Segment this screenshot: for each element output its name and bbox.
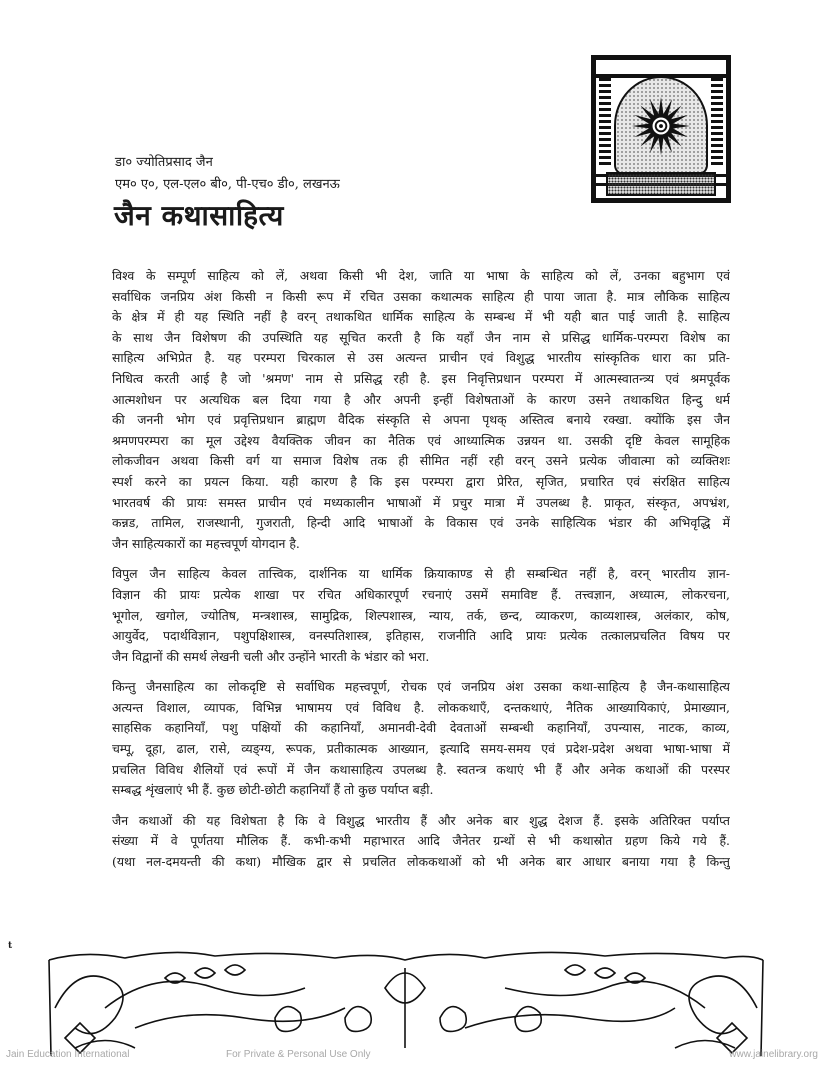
- paragraph-3: [112, 677, 730, 801]
- text-line: आयुर्वेद, पदार्थविज्ञान, पशुपक्षिशास्त्र, वनस्पतिशास्त्र, इतिहास, राजनीति आदि प्रायः प्रत्येक तत्कालप्रचलित विषय पर: [112, 628, 730, 644]
- dharma-chakra-emblem: [591, 55, 731, 203]
- text-line: अत्यन्त विशाल, व्यापक, विभिन्न भाषामय एवं विविध है. लोककथाएँ, दन्तकथाएं, नैतिक आख्यायिकाएं, प्रेमाख्यान,: [112, 699, 730, 715]
- text-line: सम्बद्ध शृंखलाएं भी हैं. कुछ छोटी-छोटी कहानियाँ हैं तो कुछ पर्याप्त बड़ी.: [112, 782, 434, 798]
- paragraph-2: [112, 564, 730, 667]
- floral-peacock-border-icon: [45, 948, 767, 1060]
- text-line: विश्व के सम्पूर्ण साहित्य को लें, अथवा किसी भी देश, जाति या भाषा के साहित्य को लें, उनका बहुभाग एवं: [112, 268, 730, 283]
- text-line: कन्नड, तामिल, राजस्थानी, गुजराती, हिन्दी आदि भाषाओं के विकास एवं उनके साहित्यिक भंडार की अभिवृद्धि में: [112, 515, 730, 531]
- text-line: जैन साहित्यकारों का महत्त्वपूर्ण योगदान है.: [112, 535, 300, 551]
- text-line: स्पर्श करने का प्रयत्न किया. यही कारण है कि इस परम्परा द्वारा प्रेरित, सृजित, प्रचारित एवं संरक्षित साहित्य: [112, 473, 730, 489]
- article-title: जैन कथासाहित्य: [114, 199, 284, 232]
- text-line: सर्वाधिक जनप्रिय अंश किसी न किसी रूप में रचित उसका कथात्मक साहित्य ही पाया जाता है. मात्र लौकिक साहित्य: [112, 288, 730, 304]
- text-line: विज्ञान की प्रायः प्रत्येक शाखा पर रचित अधिकारपूर्ण रचनाएं उसमें समाविष्ट हैं. तत्त्वज्ञान, अध्यात्म, लोकरचना,: [112, 586, 730, 602]
- text-line: विपुल जैन साहित्य केवल तात्त्विक, दार्शनिक या धार्मिक क्रियाकाण्ड से ही सम्बन्धित नहीं है, वरन् भारतीय ज्ञान-: [112, 566, 730, 582]
- text-line: संख्या में वे पूर्णतया मौलिक हैं. कभी-कभी महाभारत आदि जैनेतर ग्रन्थों से भी कथास्रोत ग्रहण किये गये हैं.: [112, 833, 730, 849]
- emblem-arch: [614, 76, 708, 175]
- margin-mark: t: [8, 941, 13, 951]
- text-line: के साथ जैन विशेषण की उपस्थिति यह सूचित करती है कि यहाँ जैन नाम से प्रसिद्ध धार्मिक-परम्परा विशेष का: [112, 329, 730, 345]
- text-line: जैन कथाओं की यह विशेषता है कि वे विशुद्ध भारतीय हैं और अनेक बार शुद्ध देशज हैं. इसके अतिरिक्त पर्याप्त: [112, 812, 730, 828]
- author-name: डा० ज्योतिप्रसाद जैन: [115, 155, 213, 170]
- paragraph-1: [112, 266, 730, 554]
- text-line: (यथा नल-दमयन्ती की कथा) मौखिक द्वार से प्रचलित लोककथाओं को भी अनेक बार आधार बनाया गया है किन्तु: [112, 854, 730, 870]
- text-line: भूगोल, खगोल, ज्योतिष, मन्त्रशास्त्र, सामुद्रिक, शिल्पशास्त्र, न्याय, तर्क, छन्द, व्याकरण, काव्यशास्त्र, अलंकार, कोष,: [112, 607, 730, 623]
- article-body: [112, 266, 730, 883]
- emblem-left-pillar: [599, 78, 611, 168]
- text-line: निधित्व करती आई है जो 'श्रमण' नाम से प्रसिद्ध रही है. इस निवृत्तिप्रधान परम्परा में आत्मस्वातन्त्र्य एवं श्रमपूर्वक: [112, 370, 730, 386]
- text-line: की जननी भोग एवं प्रवृत्तिप्रधान ब्राह्मण वैदिक संस्कृति से अपना पृथक् अस्तित्व बनाये रक्खा. क्योंकि इस जैन: [112, 412, 730, 428]
- text-line: जैन विद्वानों की समर्थ लेखनी चली और उन्होंने भारती के भंडार को भरा.: [112, 648, 430, 664]
- text-line: प्रचलित विविध शैलियों एवं रूपों में जैन कथासाहित्य उपलब्ध है. स्वतन्त्र कथाएं भी हैं और अनेक कथाओं की परस्पर: [112, 761, 730, 777]
- text-line: साहित्य अभिप्रेत है. यह परम्परा चिरकाल से उस अत्यन्त प्राचीन एवं विशुद्ध भारतीय सांस्कृतिक धारा का प्रति-: [112, 350, 730, 366]
- text-line: साहसिक कहानियाँ, पशु पक्षियों की कहानियाँ, अमानवी-देवी देवताओं सम्बन्धी कहानियाँ, उपन्यास, नाटक, काव्य,: [112, 720, 730, 736]
- paragraph-4: [112, 811, 730, 873]
- text-line: किन्तु जैनसाहित्य का लोकदृष्टि से सर्वाधिक महत्त्वपूर्ण, रोचक एवं जनप्रिय अंश उसका कथा-साहित्य है जैन-कथासाहित्य: [112, 679, 730, 695]
- author-degrees: एम० ए०, एल-एल० बी०, पी-एच० डी०, लखनऊ: [115, 177, 340, 192]
- text-line: चम्पू, दूहा, ढाल, रासे, व्यङ्ग्य, रूपक, प्रतीकात्मक आख्यान, इत्यादि समय-समय एवं प्रदेश-प्रदेश अथवा भाषा-भाषा में: [112, 741, 730, 757]
- emblem-base: [606, 172, 716, 196]
- emblem-right-pillar: [711, 78, 723, 168]
- footer-usage-note: For Private & Personal Use Only: [226, 1049, 371, 1060]
- text-line: लोकजीवन अथवा किसी वर्ग या समाज विशेष तक ही सीमित नहीं रही वरन् उसने प्रत्येक जीवात्मा को व्यक्तिशः: [112, 453, 730, 469]
- text-line: भारतवर्ष की प्रायः समस्त प्राचीन एवं मध्यकालीन भाषाओं में प्रचुर मात्रा में उपलब्ध है. प्राकृत, संस्कृत, अपभ्रंश,: [112, 494, 730, 510]
- text-line: श्रमणपरम्परा का मूल उद्देश्य वैयक्तिक जीवन का नैतिक एवं आध्यात्मिक उन्नयन था. उसकी दृष्टि केवल सामूहिक: [112, 432, 730, 448]
- footer-website-link[interactable]: www.jainelibrary.org: [729, 1049, 818, 1060]
- dharma-chakra-wheel-icon: [630, 95, 692, 157]
- text-line: आत्मशोधन पर अत्यधिक बल दिया गया है और अपनी इन्हीं विशेषताओं के कारण उसने तथाकथित हिन्दु धर्म: [112, 391, 730, 407]
- footer-publisher: Jain Education International: [6, 1049, 130, 1060]
- text-line: के क्षेत्र में ही यह स्थिति नहीं है वरन् तथाकथित धार्मिक साहित्य के सम्बन्ध में भी यही बात पाई जाती है. साहित्य: [112, 309, 730, 325]
